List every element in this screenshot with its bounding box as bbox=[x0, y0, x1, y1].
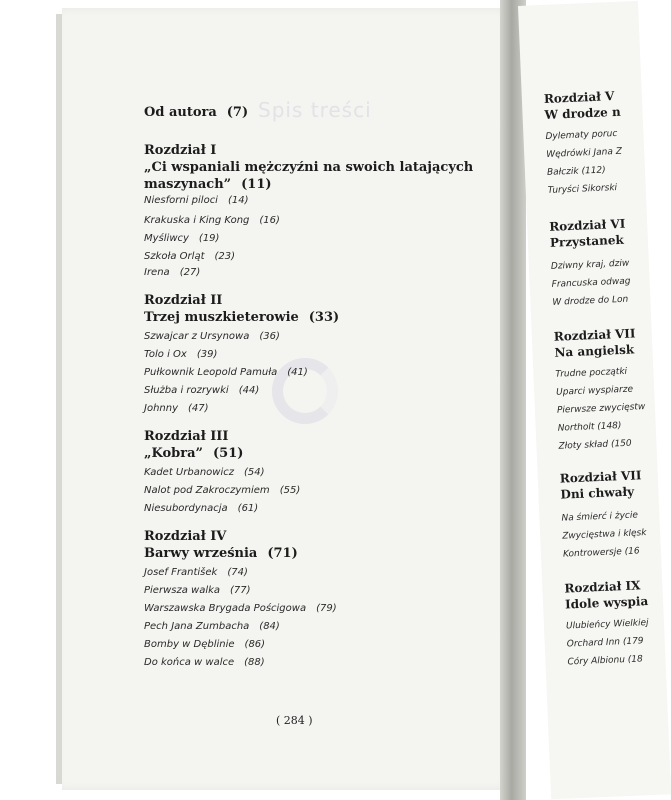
chapter-title-line bbox=[144, 176, 473, 193]
section-entry: Dziwny kraj, dziw bbox=[550, 258, 630, 272]
section-title: Pierwsza walka bbox=[144, 585, 221, 596]
section-entry bbox=[144, 584, 251, 598]
section-page-number: (79) bbox=[316, 603, 337, 614]
section-title: Johnny bbox=[144, 403, 178, 414]
section-title: Warszawska Brygada Pościgowa bbox=[144, 603, 307, 614]
section-entry: Pierwsze zwycięstw bbox=[556, 402, 646, 416]
section-entry bbox=[144, 366, 308, 380]
chapter-title-line: Rozdział VII bbox=[559, 468, 642, 486]
chapter-title-line: Rozdział VI bbox=[548, 216, 626, 234]
chapter-title-line bbox=[144, 445, 243, 462]
section-page-number: (16) bbox=[259, 215, 280, 226]
section-page-number: (19) bbox=[198, 233, 220, 244]
chapter-title-line bbox=[144, 528, 298, 545]
section-page-number: (39) bbox=[196, 349, 218, 360]
section-entry bbox=[144, 656, 265, 670]
section-page-number: (44) bbox=[238, 385, 260, 396]
chapter-title-line: Rozdział V bbox=[543, 89, 615, 106]
show-through-heading: Spis treści bbox=[258, 98, 372, 122]
page-number: ( 284 ) bbox=[276, 714, 313, 727]
chapter-title-line bbox=[144, 428, 243, 445]
section-entry: Turyści Sikorski bbox=[547, 183, 618, 196]
section-entry: Northolt (148) bbox=[557, 421, 622, 434]
chapter-entry bbox=[144, 528, 298, 562]
section-title: Niesforni piloci bbox=[144, 195, 218, 206]
chapter-title-line: Rozdział IX bbox=[564, 578, 641, 596]
section-title: Bomby w Dęblinie bbox=[144, 639, 235, 650]
section-page-number: (23) bbox=[214, 251, 236, 262]
section-entry: Ulubieńcy Wielkiej bbox=[565, 618, 649, 632]
section-entry: Francuska odwag bbox=[551, 276, 631, 290]
section-title: Krakuska i King Kong bbox=[144, 215, 250, 226]
chapter-page-number: (71) bbox=[267, 546, 298, 561]
section-entry bbox=[144, 620, 280, 634]
section-entry: Kontrowersje (16 bbox=[562, 546, 640, 560]
section-title: Kadet Urbanowicz bbox=[144, 467, 234, 478]
section-page-number: (47) bbox=[188, 403, 209, 414]
section-entry bbox=[144, 602, 337, 616]
chapter-title-text: Rozdział III bbox=[144, 429, 229, 444]
section-entry bbox=[144, 266, 200, 280]
section-entry: W drodze do Lon bbox=[552, 294, 629, 308]
section-entry bbox=[144, 214, 280, 228]
chapter-title-line: Idole wyspia bbox=[564, 594, 649, 612]
section-page-number: (88) bbox=[244, 657, 265, 668]
section-title: Irena bbox=[144, 267, 170, 278]
chapter-title-text: Rozdział IV bbox=[144, 529, 227, 544]
chapter-title-text: Barwy września bbox=[144, 546, 258, 561]
section-title: Josef František bbox=[144, 567, 218, 578]
chapter-title-line: Rozdział VII bbox=[553, 326, 636, 344]
section-entry bbox=[144, 466, 265, 480]
section-entry bbox=[144, 194, 249, 208]
chapter-title-text: Rozdział II bbox=[144, 293, 223, 308]
section-entry: Zwycięstwa i klęsk bbox=[562, 528, 647, 542]
section-entry: Bałczik (112) bbox=[546, 165, 606, 178]
section-title: Szkoła Orląt bbox=[144, 251, 205, 262]
section-title: Myśliwcy bbox=[144, 233, 189, 244]
section-page-number: (74) bbox=[227, 567, 248, 578]
section-title: Szwajcar z Ursynowa bbox=[144, 331, 250, 342]
section-title: Tolo i Ox bbox=[144, 349, 187, 360]
chapter-entry bbox=[144, 428, 243, 462]
section-entry: Dylematy poruc bbox=[545, 128, 618, 142]
chapter-title-text: maszynach” bbox=[144, 177, 232, 192]
section-page-number: (41) bbox=[287, 367, 308, 378]
section-entry: Na śmierć i życie bbox=[561, 510, 639, 524]
section-page-number: (14) bbox=[227, 195, 249, 206]
section-entry: Orchard Inn (179 bbox=[566, 636, 644, 650]
section-title: Pech Jana Zumbacha bbox=[144, 621, 250, 632]
chapter-page-number: (33) bbox=[308, 310, 340, 325]
section-title: Służba i rozrywki bbox=[144, 385, 229, 396]
section-entry: Córy Albionu (18 bbox=[567, 654, 643, 668]
chapter-title-line bbox=[144, 545, 298, 562]
chapter-title-text: Rozdział I bbox=[144, 143, 217, 158]
chapter-entry bbox=[144, 142, 473, 193]
section-entry bbox=[144, 250, 235, 264]
chapter-title-line bbox=[144, 292, 339, 309]
chapter-title-line: Przystanek bbox=[549, 232, 625, 250]
section-page-number: (77) bbox=[230, 585, 251, 596]
section-entry: Uparci wyspiarze bbox=[556, 384, 634, 398]
chapter-title-line bbox=[144, 309, 339, 326]
chapter-title-line bbox=[144, 159, 473, 176]
chapter-title-text: „Ci wspaniali mężczyźni na swoich latających bbox=[144, 160, 474, 175]
section-entry: Wędrówki Jana Z bbox=[546, 146, 623, 160]
section-entry bbox=[144, 330, 280, 344]
chapter-entry bbox=[144, 104, 248, 121]
section-entry bbox=[144, 384, 259, 398]
section-page-number: (61) bbox=[237, 503, 259, 514]
chapter-page-number: (11) bbox=[241, 177, 272, 192]
section-page-number: (36) bbox=[259, 331, 280, 342]
chapter-title-line bbox=[144, 104, 248, 121]
chapter-entry bbox=[144, 292, 339, 326]
right-page bbox=[518, 1, 671, 799]
section-page-number: (84) bbox=[259, 621, 280, 632]
section-entry bbox=[144, 566, 248, 580]
section-entry: Złoty skład (150 bbox=[558, 438, 632, 452]
section-entry bbox=[144, 402, 209, 416]
section-page-number: (55) bbox=[279, 485, 301, 496]
section-entry bbox=[144, 232, 219, 246]
section-title: Do końca w walce bbox=[144, 657, 235, 668]
section-entry bbox=[144, 502, 258, 516]
chapter-title-text: „Kobra” bbox=[144, 446, 204, 461]
section-page-number: (27) bbox=[179, 267, 201, 278]
chapter-title-text: Trzej muszkieterowie bbox=[144, 310, 299, 325]
section-entry bbox=[144, 484, 300, 498]
chapter-title-text: Od autora bbox=[144, 105, 217, 120]
chapter-page-number: (51) bbox=[213, 446, 244, 461]
chapter-title-line: Na angielsk bbox=[554, 342, 635, 360]
section-entry bbox=[144, 348, 217, 362]
chapter-title-line: W drodze n bbox=[544, 104, 621, 122]
section-title: Nalot pod Zakroczymiem bbox=[144, 485, 270, 496]
chapter-title-line: Dni chwały bbox=[560, 484, 635, 502]
section-entry bbox=[144, 638, 265, 652]
chapter-title-line bbox=[144, 142, 473, 159]
section-page-number: (54) bbox=[244, 467, 265, 478]
section-page-number: (86) bbox=[244, 639, 266, 650]
section-entry: Trudne początki bbox=[555, 366, 628, 380]
section-title: Pułkownik Leopold Pamuła bbox=[144, 367, 278, 378]
section-title: Niesubordynacja bbox=[144, 503, 228, 514]
chapter-page-number: (7) bbox=[226, 105, 249, 120]
